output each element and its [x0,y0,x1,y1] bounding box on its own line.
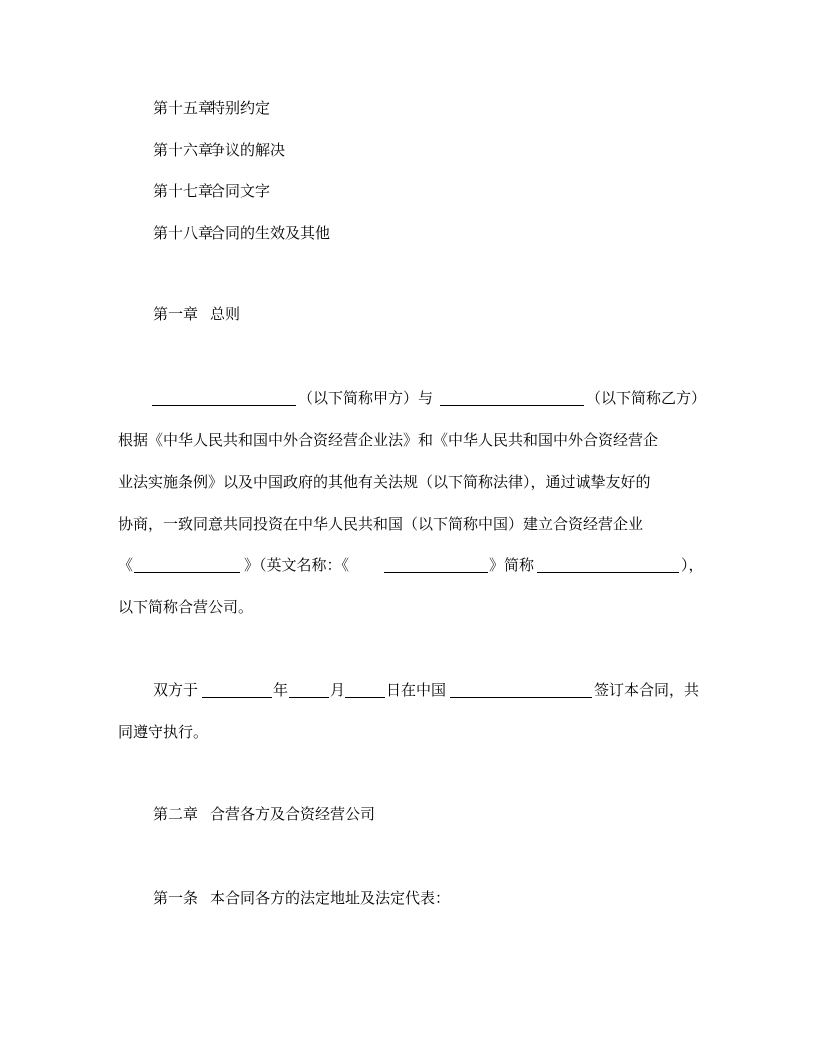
day-blank[interactable] [345,682,385,698]
toc-chapter-title: 特别约定 [210,99,271,117]
signing-suffix: 签订本合同，共 [594,681,700,699]
abbreviation-blank[interactable] [537,557,679,573]
party-b-blank[interactable] [440,390,584,406]
year-blank[interactable] [202,682,272,698]
name-open-bracket: 《 [118,556,134,574]
month-label: 月 [330,681,346,699]
chapter-number: 第二章 [153,805,199,823]
preamble-text: 业法实施条例》以及中国政府的其他有关法规（以下简称法律），通过诚挚友好的 [118,473,651,491]
article-number: 第一条 [153,889,199,907]
preamble-text: 以下简称合营公司。 [118,598,254,616]
signing-prefix: 双方于 [153,681,199,699]
preamble-text: 根据《中华人民共和国中外合资经营企业法》和《中华人民共和国中外合资经营企 [118,431,659,449]
day-place-label: 日在中国 [386,681,447,699]
party-a-blank[interactable] [152,390,296,406]
toc-chapter-number: 第十七章 [153,182,214,200]
toc-chapter-number: 第十五章 [153,99,214,117]
toc-chapter-number: 第十六章 [153,141,214,159]
toc-chapter-number: 第十八章 [153,224,214,242]
english-name-label: 》（英文名称：《 [244,556,350,574]
toc-chapter-title: 合同的生效及其他 [210,224,331,242]
chapter-title: 总则 [210,305,241,323]
month-blank[interactable] [289,682,329,698]
english-name-blank[interactable] [384,557,488,573]
chapter-title: 合营各方及合资经营公司 [210,805,376,823]
signing-text: 同遵守执行。 [118,723,209,741]
year-label: 年 [273,681,289,699]
place-blank[interactable] [450,682,592,698]
toc-chapter-title: 合同文字 [210,182,271,200]
article-text: 本合同各方的法定地址及法定代表： [210,889,451,907]
abbreviation-close: ）， [681,556,704,574]
party-b-label: （以下简称乙方） [586,389,707,407]
chinese-name-blank[interactable] [134,557,240,573]
chapter-number: 第一章 [153,305,199,323]
preamble-text: 协商，一致同意共同投资在中华人民共和国（以下简称中国）建立合资经营企业 [118,515,644,533]
toc-chapter-title: 争议的解决 [210,141,286,159]
party-a-label: （以下简称甲方）与 [298,389,434,407]
abbreviation-label: 》简称 [489,556,535,574]
